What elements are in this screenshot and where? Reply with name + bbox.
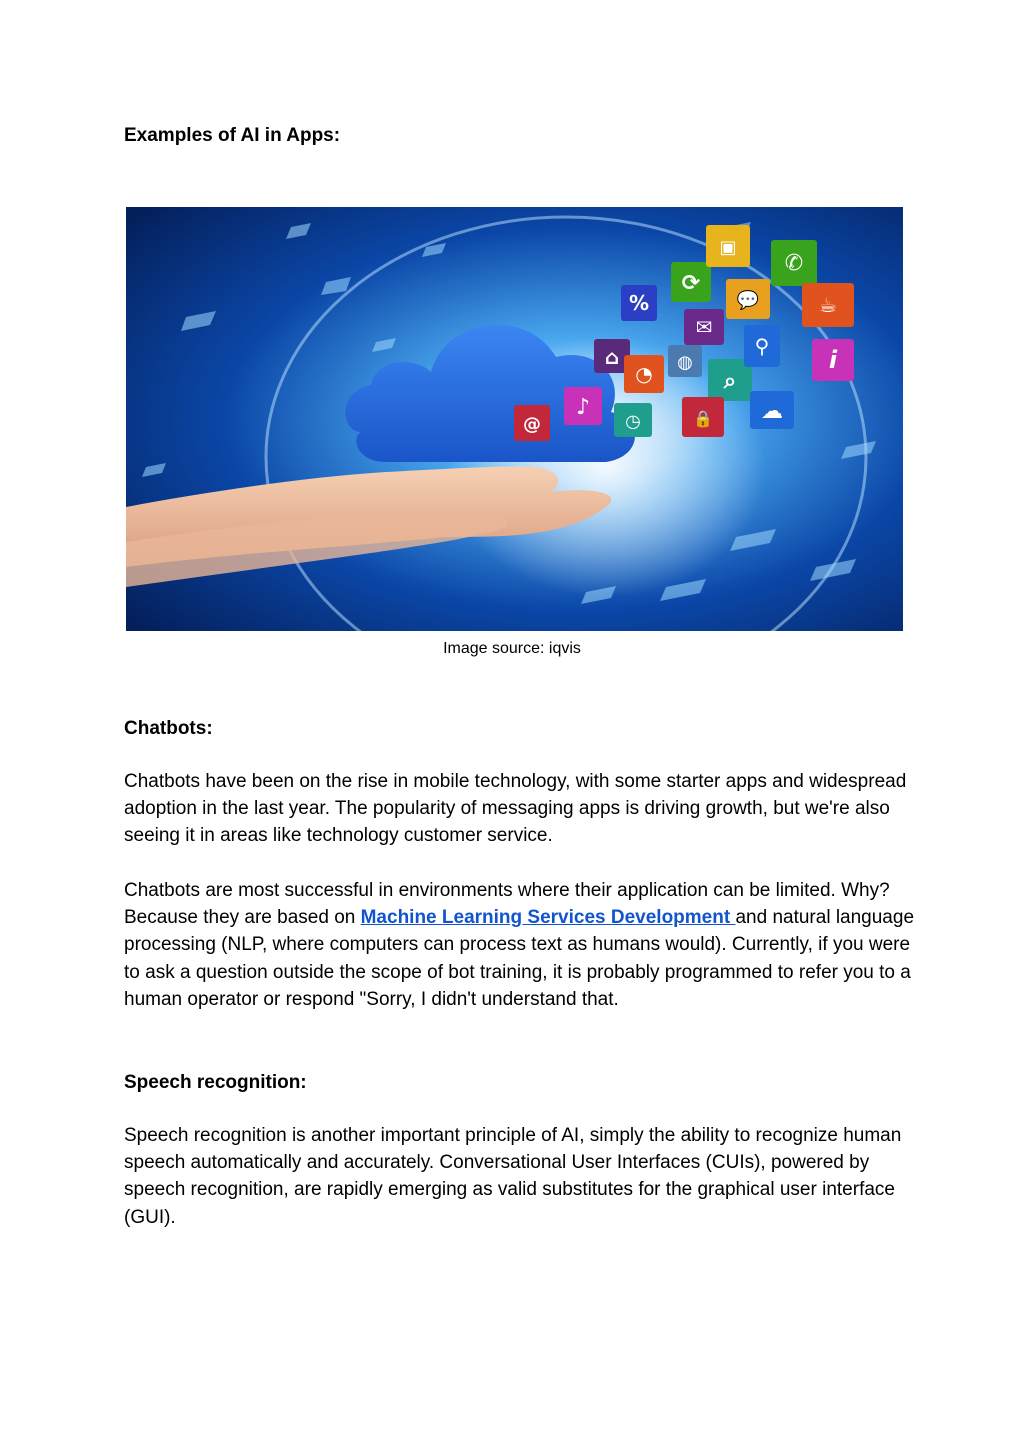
phone-icon: ✆	[784, 251, 804, 276]
chat-icon: 💬	[736, 290, 760, 311]
heading-examples: Examples of AI in Apps:	[124, 125, 341, 146]
rss-icon: ◔	[635, 362, 653, 386]
search-icon: ⌕	[723, 369, 737, 394]
info-icon: i	[828, 346, 838, 374]
music-icon: ♪	[575, 395, 591, 420]
home-icon: ⌂	[604, 345, 620, 369]
chatbots-paragraph-2-text-before: Chatbots are most successful in environments where their application can be limited. Why? Because they are based on	[124, 880, 890, 929]
image-caption: Image source: iqvis	[443, 640, 581, 657]
coffee-icon: ☕	[819, 293, 837, 317]
globe-icon: ◍	[677, 352, 693, 373]
lock-icon: 🔒	[693, 409, 713, 428]
antenna-icon: ⚲	[754, 334, 770, 358]
heading-speech-recognition: Speech recognition:	[124, 1072, 307, 1093]
machine-learning-link[interactable]: Machine Learning Services Development	[360, 907, 736, 929]
chatbots-paragraph-2-text-after: and natural language processing (NLP, where computers can process text as humans would). Currently, if you were to ask a question outside the scope of bot training, it is probably programmed to refer you to a human operator or respond "Sorry, I didn't understand that.	[124, 907, 915, 1010]
clock-icon: ◷	[625, 411, 641, 432]
camera-icon: ▣	[719, 237, 737, 258]
cloud-icon: ☁	[761, 399, 783, 424]
at-icon: @	[523, 414, 541, 435]
ai-apps-image	[126, 207, 903, 631]
chatbots-paragraph-2	[124, 877, 914, 1013]
chatbots-paragraph-1: Chatbots have been on the rise in mobile technology, with some starter apps and widespread adoption in the last year. The popularity of messaging apps is driving growth, but we're also seeing it in areas like technology customer service.	[124, 771, 907, 847]
percent-icon: %	[628, 291, 650, 315]
heading-chatbots: Chatbots:	[124, 718, 213, 739]
sync-icon: ⟳	[681, 271, 701, 296]
speech-paragraph-1: Speech recognition is another important principle of AI, simply the ability to recognize human speech automatically and accurately. Conversational User Interfaces (CUIs), powered by speech recognition, are rapidly emerging as valid substitutes for the graphical user interface (GUI).	[124, 1125, 902, 1228]
email-icon: ✉	[695, 315, 713, 339]
ai-apps-illustration	[126, 207, 903, 631]
